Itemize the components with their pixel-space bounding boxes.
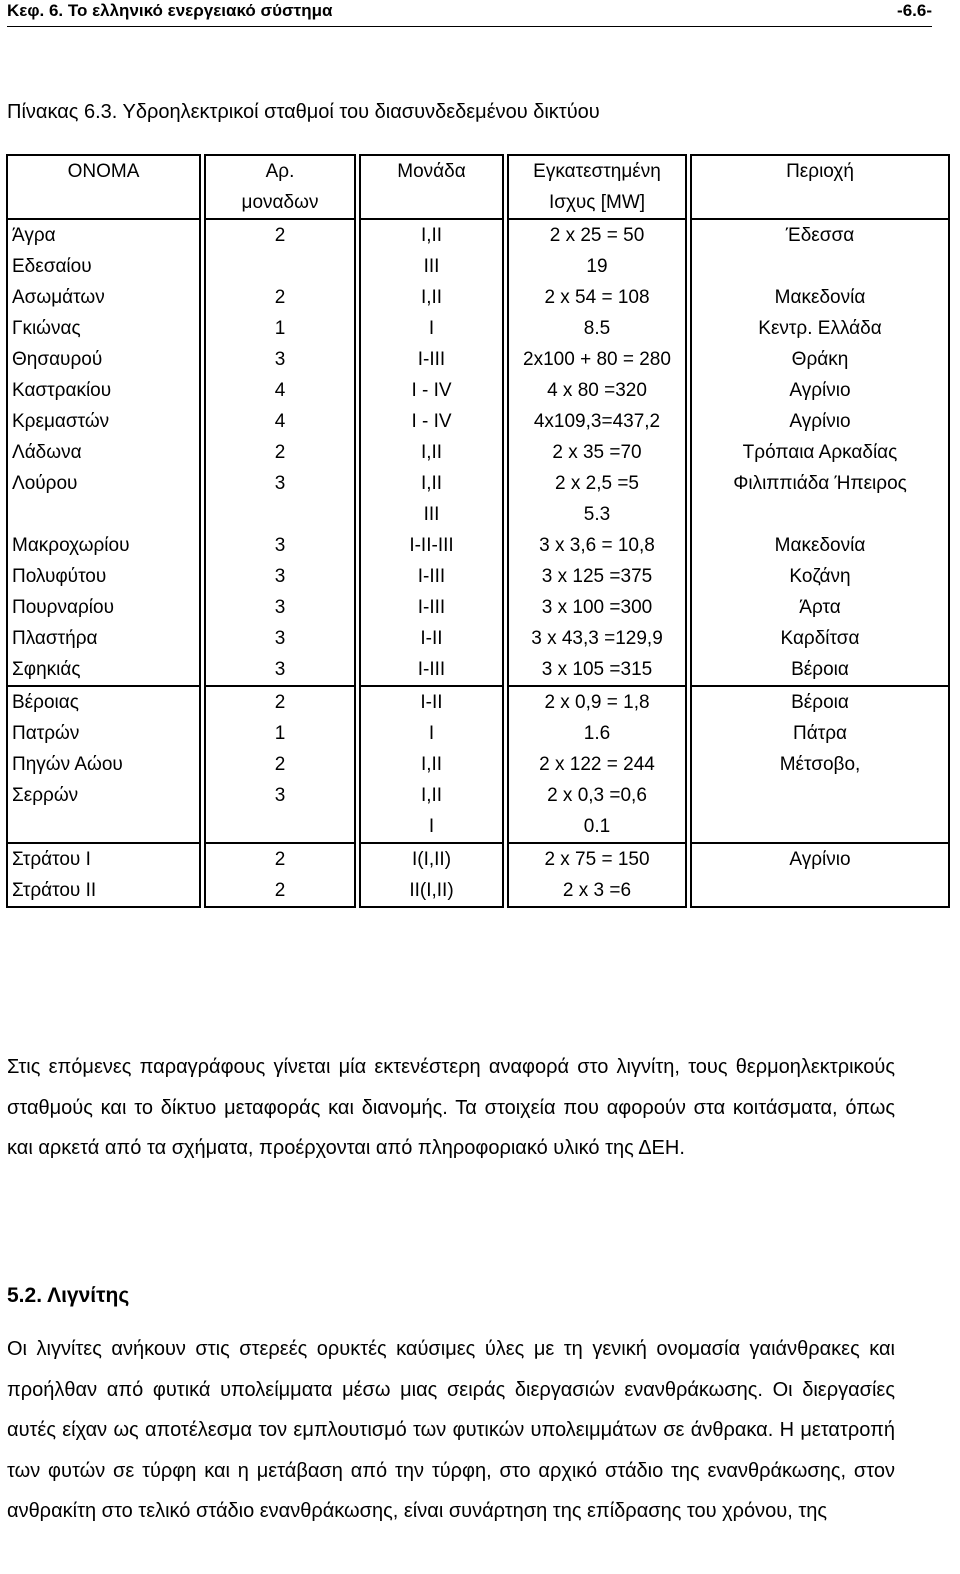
cell-region: Βέροια (690, 685, 950, 718)
cell-power: 3 x 100 =300 (507, 592, 687, 623)
page-number: -6.6- (897, 1, 932, 20)
cell-units: 3 (204, 592, 356, 623)
cell-units: 2 2 (204, 842, 356, 908)
cell-unit: I,II I (359, 780, 504, 842)
cell-power: 3 x 3,6 = 10,8 (507, 530, 687, 561)
cell-unit: I-III (359, 654, 504, 685)
cell-units: 3 (204, 561, 356, 592)
cell-units: 2 (204, 437, 356, 468)
cell-region: Μακεδονία (690, 530, 950, 561)
cell-units: 3 (204, 780, 356, 842)
cell-name: Μακροχωρίου (6, 530, 201, 561)
cell-units: 2 (204, 749, 356, 780)
cell-power: 3 x 105 =315 (507, 654, 687, 685)
cell-unit: I,II (359, 282, 504, 313)
cell-units: 3 (204, 530, 356, 561)
cell-power: 2 x 75 = 150 2 x 3 =6 (507, 842, 687, 908)
cell-units: 2 (204, 685, 356, 718)
cell-power: 2 x 2,5 =5 5.3 (507, 468, 687, 530)
cell-region: Αγρίνιο (690, 842, 950, 908)
paragraph-lignite: Οι λιγνίτες ανήκουν στις στερεές ορυκτές καύσιμες ύλες με τη γενική ονομασία γαιάνθρακες και προήλθαν από φυτικά υπολείμματα μέσω μιας σειράς διεργασιών ενανθράκωσης. Οι διεργασίες αυτές είχαν ως αποτέλεσμα τον εμπλουτισμό των φυτικών υπολειμμάτων σε άνθρακα. Η μετατροπή των φυτών σε τύρφη και η μετάβαση από την τύρφη, στο αρχικό στάδιο της ενανθράκωσης, στον ανθρακίτη στο τελικό στάδιο ενανθράκωσης, είναι συνάρτηση της επίδρασης του χρόνου, της (7, 1338, 895, 1522)
cell-unit: I,II (359, 749, 504, 780)
cell-unit: I (359, 718, 504, 749)
hydro-stations-table (3, 154, 953, 908)
cell-unit: I,II III (359, 468, 504, 530)
cell-name: Πολυφύτου (6, 561, 201, 592)
cell-name: Βέροιας (6, 685, 201, 718)
cell-unit: I-II-III (359, 530, 504, 561)
cell-region: Μακεδονία (690, 282, 950, 313)
cell-power: 2 x 122 = 244 (507, 749, 687, 780)
cell-unit: I,II III (359, 218, 504, 282)
cell-name: Πλαστήρα (6, 623, 201, 654)
cell-unit: I - IV (359, 375, 504, 406)
cell-name: Καστρακίου (6, 375, 201, 406)
table-row (6, 375, 950, 406)
cell-name: Πουρναρίου (6, 592, 201, 623)
cell-name: Σφηκιάς (6, 654, 201, 685)
cell-name: Κρεμαστών (6, 406, 201, 437)
cell-region: Πάτρα (690, 718, 950, 749)
cell-region: Φιλιππιάδα Ήπειρος (690, 468, 950, 530)
cell-unit: I-II (359, 623, 504, 654)
header-unit: Μονάδα (359, 154, 504, 218)
cell-name: Ασωμάτων (6, 282, 201, 313)
table-row (6, 685, 950, 718)
cell-name: Λάδωνα (6, 437, 201, 468)
table-row (6, 530, 950, 561)
cell-unit: I-III (359, 344, 504, 375)
cell-power: 8.5 (507, 313, 687, 344)
cell-power: 2 x 0,9 = 1,8 (507, 685, 687, 718)
cell-region (690, 780, 950, 842)
section-heading: 5.2. Λιγνίτης (7, 1284, 130, 1307)
cell-region: Θράκη (690, 344, 950, 375)
table-row (6, 437, 950, 468)
cell-power: 4x109,3=437,2 (507, 406, 687, 437)
cell-units: 1 (204, 313, 356, 344)
header-units: Αρ. μοναδων (204, 154, 356, 218)
table-row (6, 654, 950, 685)
cell-name: Στράτου I Στράτου II (6, 842, 201, 908)
cell-name: Πατρών (6, 718, 201, 749)
cell-unit: I(I,II) II(I,II) (359, 842, 504, 908)
cell-region: Μέτσοβο, (690, 749, 950, 780)
cell-name: Λούρου (6, 468, 201, 530)
cell-power: 2 x 54 = 108 (507, 282, 687, 313)
cell-unit: I-II (359, 685, 504, 718)
cell-units: 3 (204, 654, 356, 685)
table-header-row (6, 154, 950, 218)
cell-power: 3 x 43,3 =129,9 (507, 623, 687, 654)
table-row (6, 592, 950, 623)
cell-units: 2 (204, 218, 356, 282)
paragraph-intro: Στις επόμενες παραγράφους γίνεται μία εκτενέστερη αναφορά στο λιγνίτη, τους θερμοηλεκτρικούς σταθμούς και το δίκτυο μεταφοράς και διανομής. Τα στοιχεία που αφορούν στα κοιτάσματα, όπως και αρκετά από τα σχήματα, προέρχονται από πληροφοριακό υλικό της ΔΕΗ. (7, 1056, 895, 1159)
table-row (6, 468, 950, 530)
table-row (6, 282, 950, 313)
cell-unit: I-III (359, 592, 504, 623)
table-row (6, 718, 950, 749)
cell-power: 3 x 125 =375 (507, 561, 687, 592)
table-row (6, 313, 950, 344)
cell-name: Θησαυρού (6, 344, 201, 375)
cell-name: Άγρα Εδεσαίου (6, 218, 201, 282)
cell-unit: I (359, 313, 504, 344)
cell-region: Αγρίνιο (690, 406, 950, 437)
table-row (6, 218, 950, 282)
cell-region: Αγρίνιο (690, 375, 950, 406)
cell-power: 2x100 + 80 = 280 (507, 344, 687, 375)
cell-name: Γκιώνας (6, 313, 201, 344)
cell-units: 2 (204, 282, 356, 313)
cell-units: 3 (204, 344, 356, 375)
cell-unit: I-III (359, 561, 504, 592)
page-header (7, 0, 932, 27)
cell-region: Τρόπαια Αρκαδίας (690, 437, 950, 468)
table-row (6, 623, 950, 654)
table-caption: Πίνακας 6.3. Υδροηλεκτρικοί σταθμοί του διασυνδεδεμένου δικτύου (7, 101, 600, 123)
cell-power: 2 x 0,3 =0,6 0.1 (507, 780, 687, 842)
cell-region: Έδεσσα (690, 218, 950, 282)
header-name: ΟΝΟΜΑ (6, 154, 201, 218)
cell-unit: I - IV (359, 406, 504, 437)
cell-region: Βέροια (690, 654, 950, 685)
cell-units: 4 (204, 375, 356, 406)
table-row (6, 780, 950, 842)
table-row (6, 842, 950, 908)
chapter-title: Κεφ. 6. Το ελληνικό ενεργειακό σύστημα (7, 1, 333, 20)
cell-name: Σερρών (6, 780, 201, 842)
cell-region: Κεντρ. Ελλάδα (690, 313, 950, 344)
table-row (6, 749, 950, 780)
table-row (6, 561, 950, 592)
cell-region: Κοζάνη (690, 561, 950, 592)
cell-units: 3 (204, 468, 356, 530)
cell-power: 2 x 35 =70 (507, 437, 687, 468)
cell-units: 1 (204, 718, 356, 749)
cell-power: 4 x 80 =320 (507, 375, 687, 406)
cell-power: 2 x 25 = 50 19 (507, 218, 687, 282)
cell-name: Πηγών Αώου (6, 749, 201, 780)
cell-units: 4 (204, 406, 356, 437)
header-power: Εγκατεστημένη Ισχυς [MW] (507, 154, 687, 218)
cell-region: Άρτα (690, 592, 950, 623)
cell-region: Καρδίτσα (690, 623, 950, 654)
cell-unit: I,II (359, 437, 504, 468)
cell-units: 3 (204, 623, 356, 654)
cell-power: 1.6 (507, 718, 687, 749)
header-region: Περιοχή (690, 154, 950, 218)
table-row (6, 406, 950, 437)
table-row (6, 344, 950, 375)
